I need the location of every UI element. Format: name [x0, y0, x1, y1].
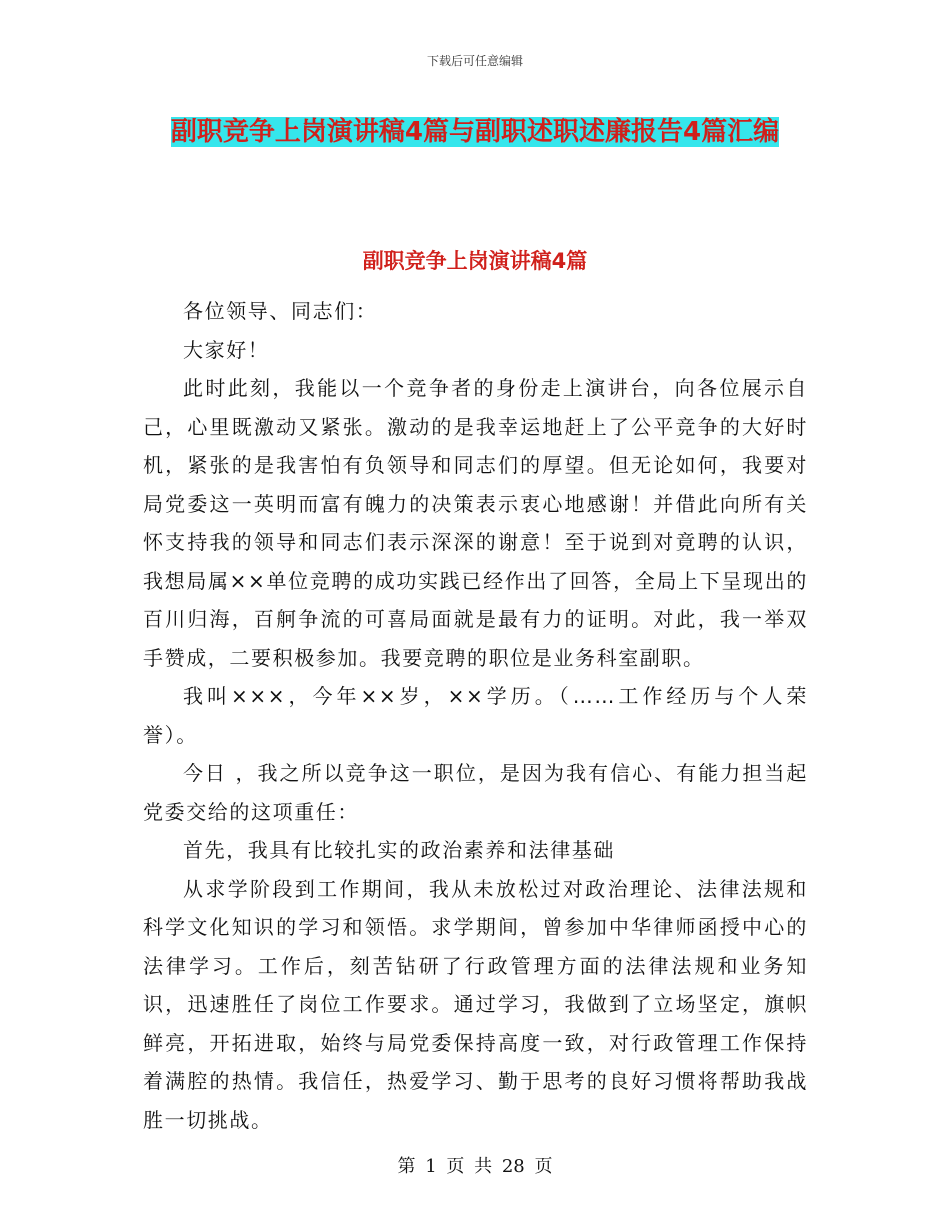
- page-footer: 第 1 页 共 28 页: [397, 1156, 553, 1177]
- document-title-text: 副职竞争上岗演讲稿4篇与副职述职述廉报告4篇汇编: [170, 117, 780, 147]
- paragraph-first-point: 首先，我具有比较扎实的政治素养和法律基础: [183, 838, 615, 862]
- header-note: 下载后可任意编辑: [426, 54, 523, 68]
- paragraph-salutation: 各位领导、同志们：: [183, 299, 378, 323]
- document-title: [140, 110, 810, 154]
- paragraph-study: 从求学阶段到工作期间，我从未放松过对政治理论、法律法规和科学文化知识的学习和领悟。求学期间，曾参加中华律师函授中心的法律学习。工作后，刻苦钻研了行政管理方面的法律法规和业务知识，迅速胜任了岗位工作要求。通过学习，我做到了立场坚定，旗帜鲜亮，开拓进取，始终与局党委保持高度一致，对行政管理工作保持着满腔的热情。我信任，热爱学习、勤于思考的良好习惯将帮助我战胜一切挑战。: [143, 876, 808, 1132]
- paragraph-introduction: 此时此刻，我能以一个竞争者的身份走上演讲台，向各位展示自己，心里既激动又紧张。激动的是我幸运地赶上了公平竞争的大好时机，紧张的是我害怕有负领导和同志们的厚望。但无论如何，我要对局党委这一英明而富有魄力的决策表示衷心地感谢！并借此向所有关怀支持我的领导和同志们表示深深的谢意！至于说到对竟聘的认识，我想局属××单位竞聘的成功实践已经作出了回答，全局上下呈现出的百川归海，百舸争流的可喜局面就是最有力的证明。对此，我一举双手赞成，二要积极参加。我要竞聘的职位是业务科室副职。: [143, 376, 808, 670]
- paragraph-reason: 今日 ，我之所以竞争这一职位，是因为我有信心、有能力担当起党委交给的这项重任：: [143, 761, 808, 824]
- document-body: [143, 292, 808, 1139]
- paragraph-personal-info: 我叫×××，今年××岁，××学历。（……工作经历与个人荣誉）。: [143, 684, 808, 747]
- section-title: 副职竞争上岗演讲稿4篇: [362, 249, 588, 273]
- paragraph-greeting: 大家好！: [183, 337, 270, 362]
